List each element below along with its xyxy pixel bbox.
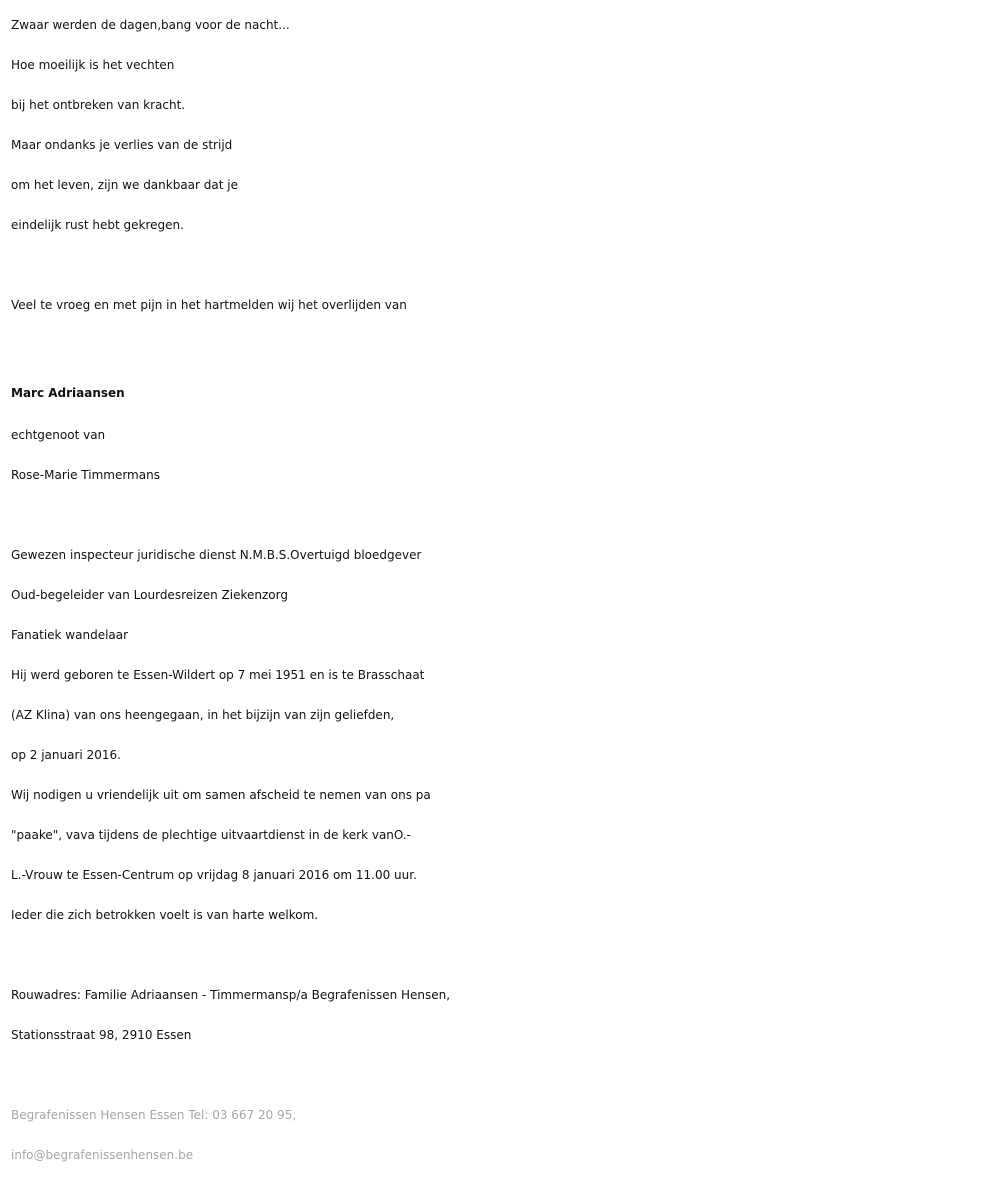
poem-line: eindelijk rust hebt gekregen. bbox=[11, 218, 184, 232]
spacer bbox=[11, 325, 996, 365]
footer-email: info@begrafenissenhensen.be bbox=[11, 1148, 194, 1162]
spouse-name: Rose-Marie Timmermans bbox=[11, 468, 160, 482]
detail-line: op 2 januari 2016. bbox=[11, 748, 121, 762]
obituary-notice bbox=[11, 5, 996, 1175]
mourning-address bbox=[11, 975, 996, 1055]
detail-line: Wij nodigen u vriendelijk uit om samen afscheid te nemen van ons pa bbox=[11, 788, 431, 802]
poem-line: Hoe moeilijk is het vechten bbox=[11, 58, 175, 72]
detail-line: Hij werd geboren te Essen-Wildert op 7 mei 1951 en is te Brasschaat bbox=[11, 668, 425, 682]
announcement-text: Veel te vroeg en met pijn in het hartmelden wij het overlijden van bbox=[11, 298, 407, 312]
poem-block bbox=[11, 5, 996, 245]
detail-line: Oud-begeleider van Lourdesreizen Ziekenzorg bbox=[11, 588, 288, 602]
poem-line: Maar ondanks je verlies van de strijd bbox=[11, 138, 233, 152]
detail-line: "paake", vava tijdens de plechtige uitvaartdienst in de kerk vanO.- bbox=[11, 828, 412, 842]
poem-line: bij het ontbreken van kracht. bbox=[11, 98, 186, 112]
poem-line: om het leven, zijn we dankbaar dat je bbox=[11, 178, 238, 192]
address-line: Rouwadres: Familie Adriaansen - Timmermansp/a Begrafenissen Hensen, bbox=[11, 988, 451, 1002]
relation-label: echtgenoot van bbox=[11, 428, 106, 442]
deceased-name: Marc Adriaansen bbox=[11, 386, 125, 400]
footer-line: Begrafenissen Hensen Essen Tel: 03 667 20 95, bbox=[11, 1108, 297, 1122]
funeral-home-footer bbox=[11, 1095, 996, 1175]
details-block bbox=[11, 535, 996, 935]
detail-line: L.-Vrouw te Essen-Centrum op vrijdag 8 januari 2016 om 11.00 uur. bbox=[11, 868, 417, 882]
address-line: Stationsstraat 98, 2910 Essen bbox=[11, 1028, 192, 1042]
detail-line: Fanatiek wandelaar bbox=[11, 628, 129, 642]
detail-line: Gewezen inspecteur juridische dienst N.M.B.S.Overtuigd bloedgever bbox=[11, 548, 422, 562]
spacer bbox=[11, 495, 996, 535]
detail-line: Ieder die zich betrokken voelt is van harte welkom. bbox=[11, 908, 319, 922]
spacer bbox=[11, 935, 996, 975]
spacer bbox=[11, 1055, 996, 1095]
poem-line: Zwaar werden de dagen,bang voor de nacht... bbox=[11, 18, 290, 32]
detail-line: (AZ Klina) van ons heengegaan, in het bijzijn van zijn geliefden, bbox=[11, 708, 395, 722]
spacer bbox=[11, 245, 996, 285]
